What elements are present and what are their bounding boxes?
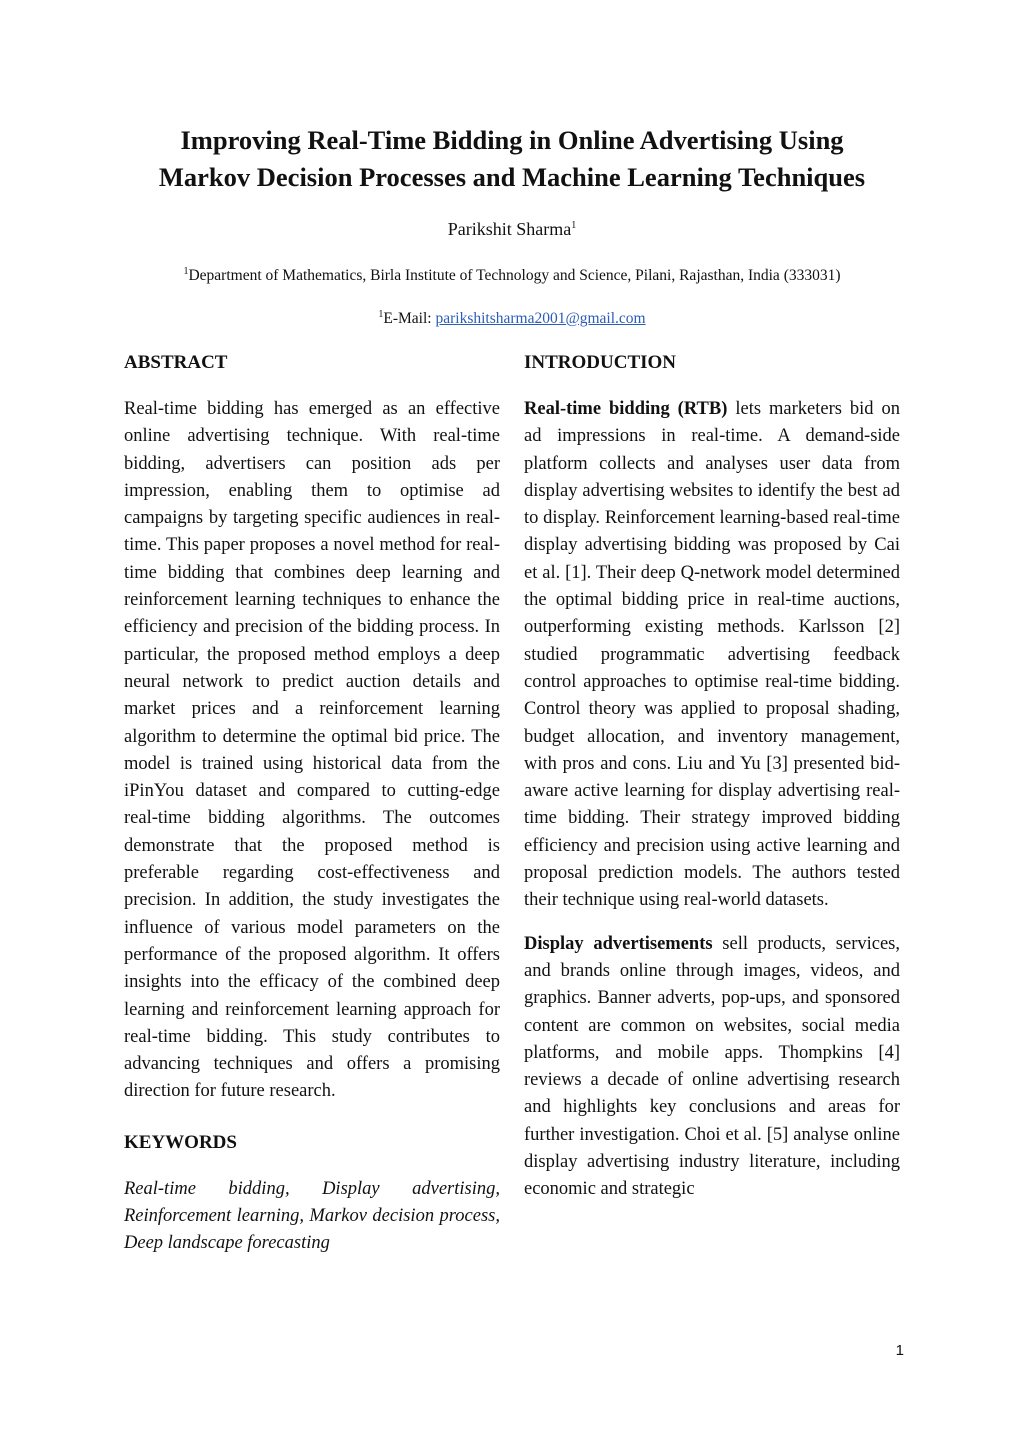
intro-paragraph-2 (524, 931, 900, 1204)
email-line (0, 307, 1024, 331)
affiliation-text: Department of Mathematics, Birla Institute of Technology and Science, Pilani, Rajasthan, India (333031) (188, 267, 841, 284)
affiliation-line (0, 264, 1024, 288)
keywords-text: Real-time bidding, Display advertising, Reinforcement learning, Markov decision process, Deep landscape forecasting (124, 1178, 500, 1254)
left-column (124, 348, 500, 1258)
author-superscript: 1 (571, 220, 577, 231)
intro-p1-text: lets marketers bid on ad impressions in real-time. A demand-side platform collects and analyses user data from display advertising websites to identify the best ad to display. Reinforcement learning-based real-time display advertising bidding was proposed by Cai et al. [1]. Their deep Q-network model determined the optimal bidding price in real-time auctions, outperforming existing methods. Karlsson [2] studied programmatic advertising feedback control approaches to optimise real-time bidding. Control theory was applied to proposal shading, budget allocation, and inventory management, with pros and cons. Liu and Yu [3] presented bid-aware active learning for display advertising real-time bidding. Their strategy improved bidding efficiency and precision using active learning and proposal prediction models. The authors tested their technique using real-world datasets. (524, 399, 900, 911)
paper-title (100, 122, 924, 196)
author-name: Parikshit Sharma (447, 219, 572, 239)
abstract-heading: ABSTRACT (124, 352, 228, 373)
intro-p2-text: sell products, services, and brands online through images, videos, and graphics. Banner adverts, pop-ups, and sponsored content are common on websites, social media platforms, and mobile apps. Thompkins [4] reviews a decade of online advertising research and highlights key conclusions and areas for further investigation. Choi et al. [5] analyse online display advertising industry literature, including economic and strategic (524, 933, 900, 1200)
abstract-text: Real-time bidding has emerged as an effective online advertising technique. With real-time bidding, advertisers can position ads per impression, enabling them to optimise ad campaigns by targeting specific audiences in real-time. This paper proposes a novel method for real-time bidding that combines deep learning and reinforcement learning techniques to enhance the efficiency and precision of the bidding process. In particular, the proposed method employs a deep neural network to predict auction details and market prices and a reinforcement learning algorithm to determine the optimal bid price. The model is trained using historical data from the iPinYou dataset and compared to cutting-edge real-time bidding algorithms. The outcomes demonstrate that the proposed method is preferable regarding cost-effectiveness and precision. In addition, the study investigates the influence of various model parameters on the performance of the proposed algorithm. It offers insights into the efficacy of the combined deep learning and reinforcement learning approach for real-time bidding. This study contributes to advancing techniques and offers a promising direction for future research. (124, 399, 500, 1102)
affiliation-superscript: 1 (183, 265, 189, 277)
page-number: 1 (895, 1342, 904, 1359)
email-label: E-Mail: (383, 310, 436, 327)
keywords-heading: KEYWORDS (124, 1131, 237, 1153)
author-line (0, 216, 1024, 242)
introduction-heading: INTRODUCTION (524, 352, 677, 373)
intro-paragraph-1 (524, 396, 900, 915)
title-line-2: Markov Decision Processes and Machine Learning Techniques (158, 162, 866, 192)
email-link[interactable]: parikshitsharma2001@gmail.com (435, 310, 646, 327)
title-line-1: Improving Real-Time Bidding in Online Advertising Using (180, 125, 844, 155)
email-superscript: 1 (378, 308, 384, 320)
intro-p2-bold: Display advertisements (524, 933, 713, 954)
right-column (524, 348, 900, 1204)
intro-p1-bold: Real-time bidding (RTB) (524, 399, 728, 419)
